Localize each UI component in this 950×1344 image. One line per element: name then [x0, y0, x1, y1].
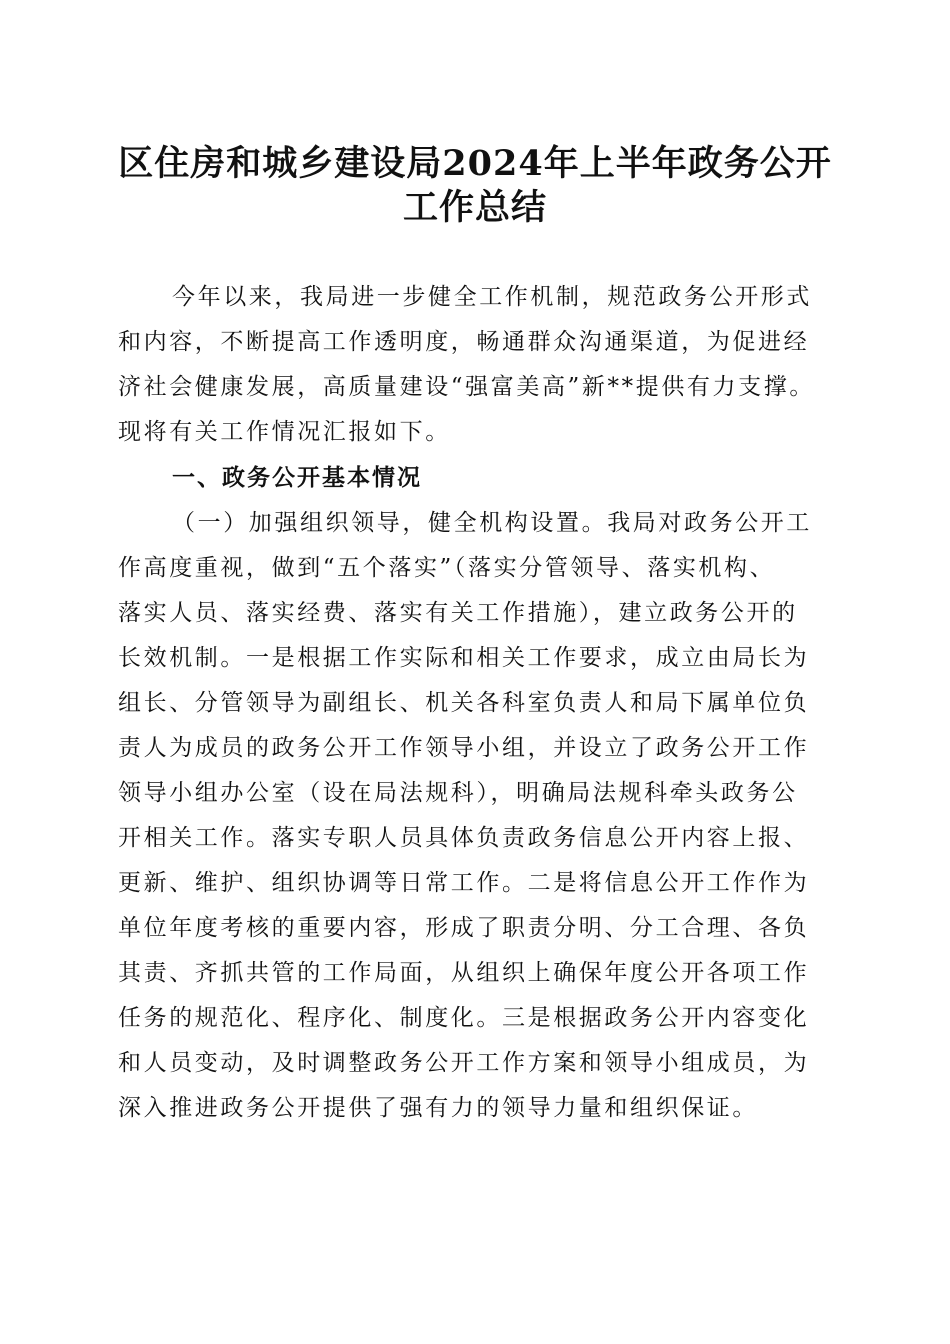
body-line: 领导小组办公室（设在局法规科），明确局法规科牵头政务公: [118, 780, 798, 806]
intro-line: 现将有关工作情况汇报如下。: [118, 419, 451, 445]
body-line: 作高度重视，做到“五个落实”（落实分管领导、落实机构、: [118, 555, 776, 581]
body-line: 开相关工作。落实专职人员具体负责政务信息公开内容上报、: [118, 825, 810, 851]
body-line: 更新、维护、组织协调等日常工作。二是将信息公开工作作为: [118, 870, 810, 896]
document-title-line-1: 区住房和城乡建设局2024年上半年政务公开: [118, 143, 832, 184]
body-line: 长效机制。一是根据工作实际和相关工作要求，成立由局长为: [118, 645, 810, 671]
body-line: 深入推进政务公开提供了强有力的领导力量和组织保证。: [118, 1095, 758, 1121]
intro-line: 和内容，不断提高工作透明度，畅通群众沟通渠道，为促进经: [118, 329, 810, 355]
body-line: 其责、齐抓共管的工作局面，从组织上确保年度公开各项工作: [118, 960, 810, 986]
section-1-heading: 一、政务公开基本情况: [172, 465, 422, 491]
body-line: 责人为成员的政务公开工作领导小组，并设立了政务公开工作: [118, 735, 810, 761]
body-line: 任务的规范化、程序化、制度化。三是根据政务公开内容变化: [118, 1005, 810, 1031]
body-line: 单位年度考核的重要内容，形成了职责分明、分工合理、各负: [118, 915, 810, 941]
body-line: （一）加强组织领导，健全机构设置。我局对政务公开工: [172, 510, 812, 536]
document-title-line-2: 工作总结: [402, 187, 547, 228]
intro-line: 济社会健康发展，高质量建设“强富美高”新**提供有力支撑。: [118, 374, 815, 400]
body-line: 和人员变动，及时调整政务公开工作方案和领导小组成员，为: [118, 1050, 810, 1076]
intro-line: 今年以来，我局进一步健全工作机制，规范政务公开形式: [172, 284, 812, 310]
body-line: 组长、分管领导为副组长、机关各科室负责人和局下属单位负: [118, 690, 810, 716]
body-line: 落实人员、落实经费、落实有关工作措施），建立政务公开的: [118, 600, 798, 626]
